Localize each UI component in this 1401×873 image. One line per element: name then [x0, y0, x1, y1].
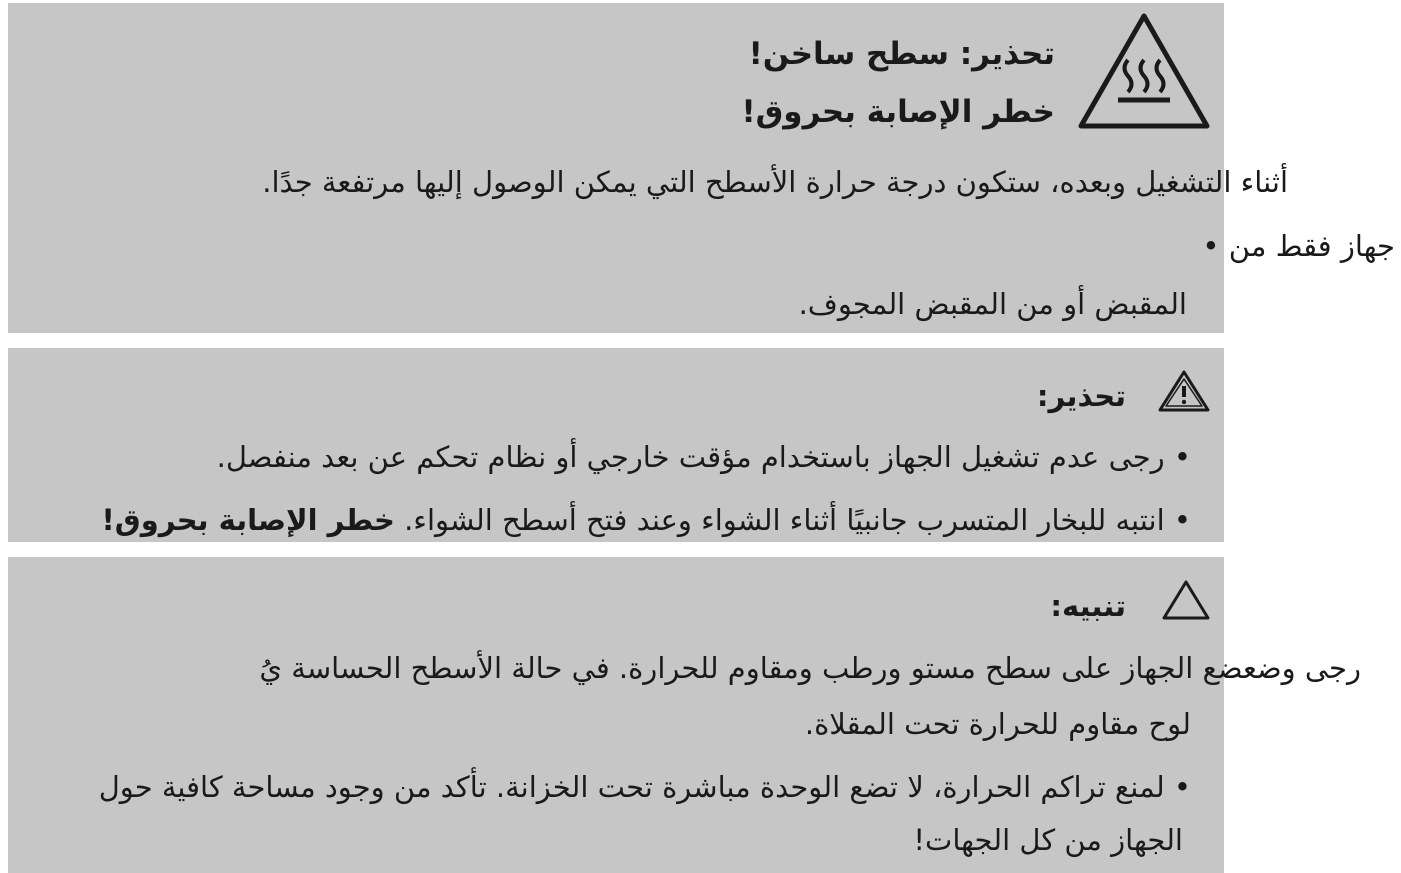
caution-heat-plate-text: لوح مقاوم للحرارة تحت المقلاة. — [804, 707, 1191, 741]
warning-bullet-steam — [102, 500, 1191, 540]
burn-risk-title: خطر الإصابة بحروق! — [741, 94, 1055, 130]
warning-bullet-timer: • رجى عدم تشغيل الجهاز باستخدام مؤقت خارجي أو نظام تحكم عن بعد منفصل. — [216, 440, 1191, 474]
hot-surface-text: أثناء التشغيل وبعده، ستكون درجة حرارة الأسطح التي يمكن الوصول إليها مرتفعة جدًا. — [262, 165, 1288, 199]
warning-triangle-icon — [1156, 368, 1212, 414]
warning-bullet-steam-text: • انتبه للبخار المتسرب جانبيًا أثناء الشواء وعند فتح أسطح الشواء. — [404, 503, 1191, 537]
caution-heading: تنبيه: — [1050, 589, 1126, 623]
hot-surface-handle-text-2: المقبض أو من المقبض المجوف. — [798, 287, 1187, 321]
warning-burn-risk: خطر الإصابة بحروق! — [101, 503, 395, 537]
caution-space-text: الجهاز من كل الجهات! — [913, 823, 1183, 857]
hot-surface-title: تحذير: سطح ساخن! — [748, 36, 1055, 72]
hot-surface-warning-icon — [1076, 10, 1212, 132]
warning-heading: تحذير: — [1036, 379, 1126, 413]
caution-triangle-icon — [1160, 578, 1212, 622]
hot-surface-handle-text: جهاز فقط من • — [1202, 229, 1395, 263]
caution-bullet-heat-build-up: • لمنع تراكم الحرارة، لا تضع الوحدة مباشرة تحت الخزانة. تأكد من وجود مساحة كافية حول — [98, 770, 1191, 804]
caution-surface-text: رجى وضعضع الجهاز على سطح مستو ورطب ومقاوم للحرارة. في حالة الأسطح الحساسة يُ — [259, 651, 1361, 685]
